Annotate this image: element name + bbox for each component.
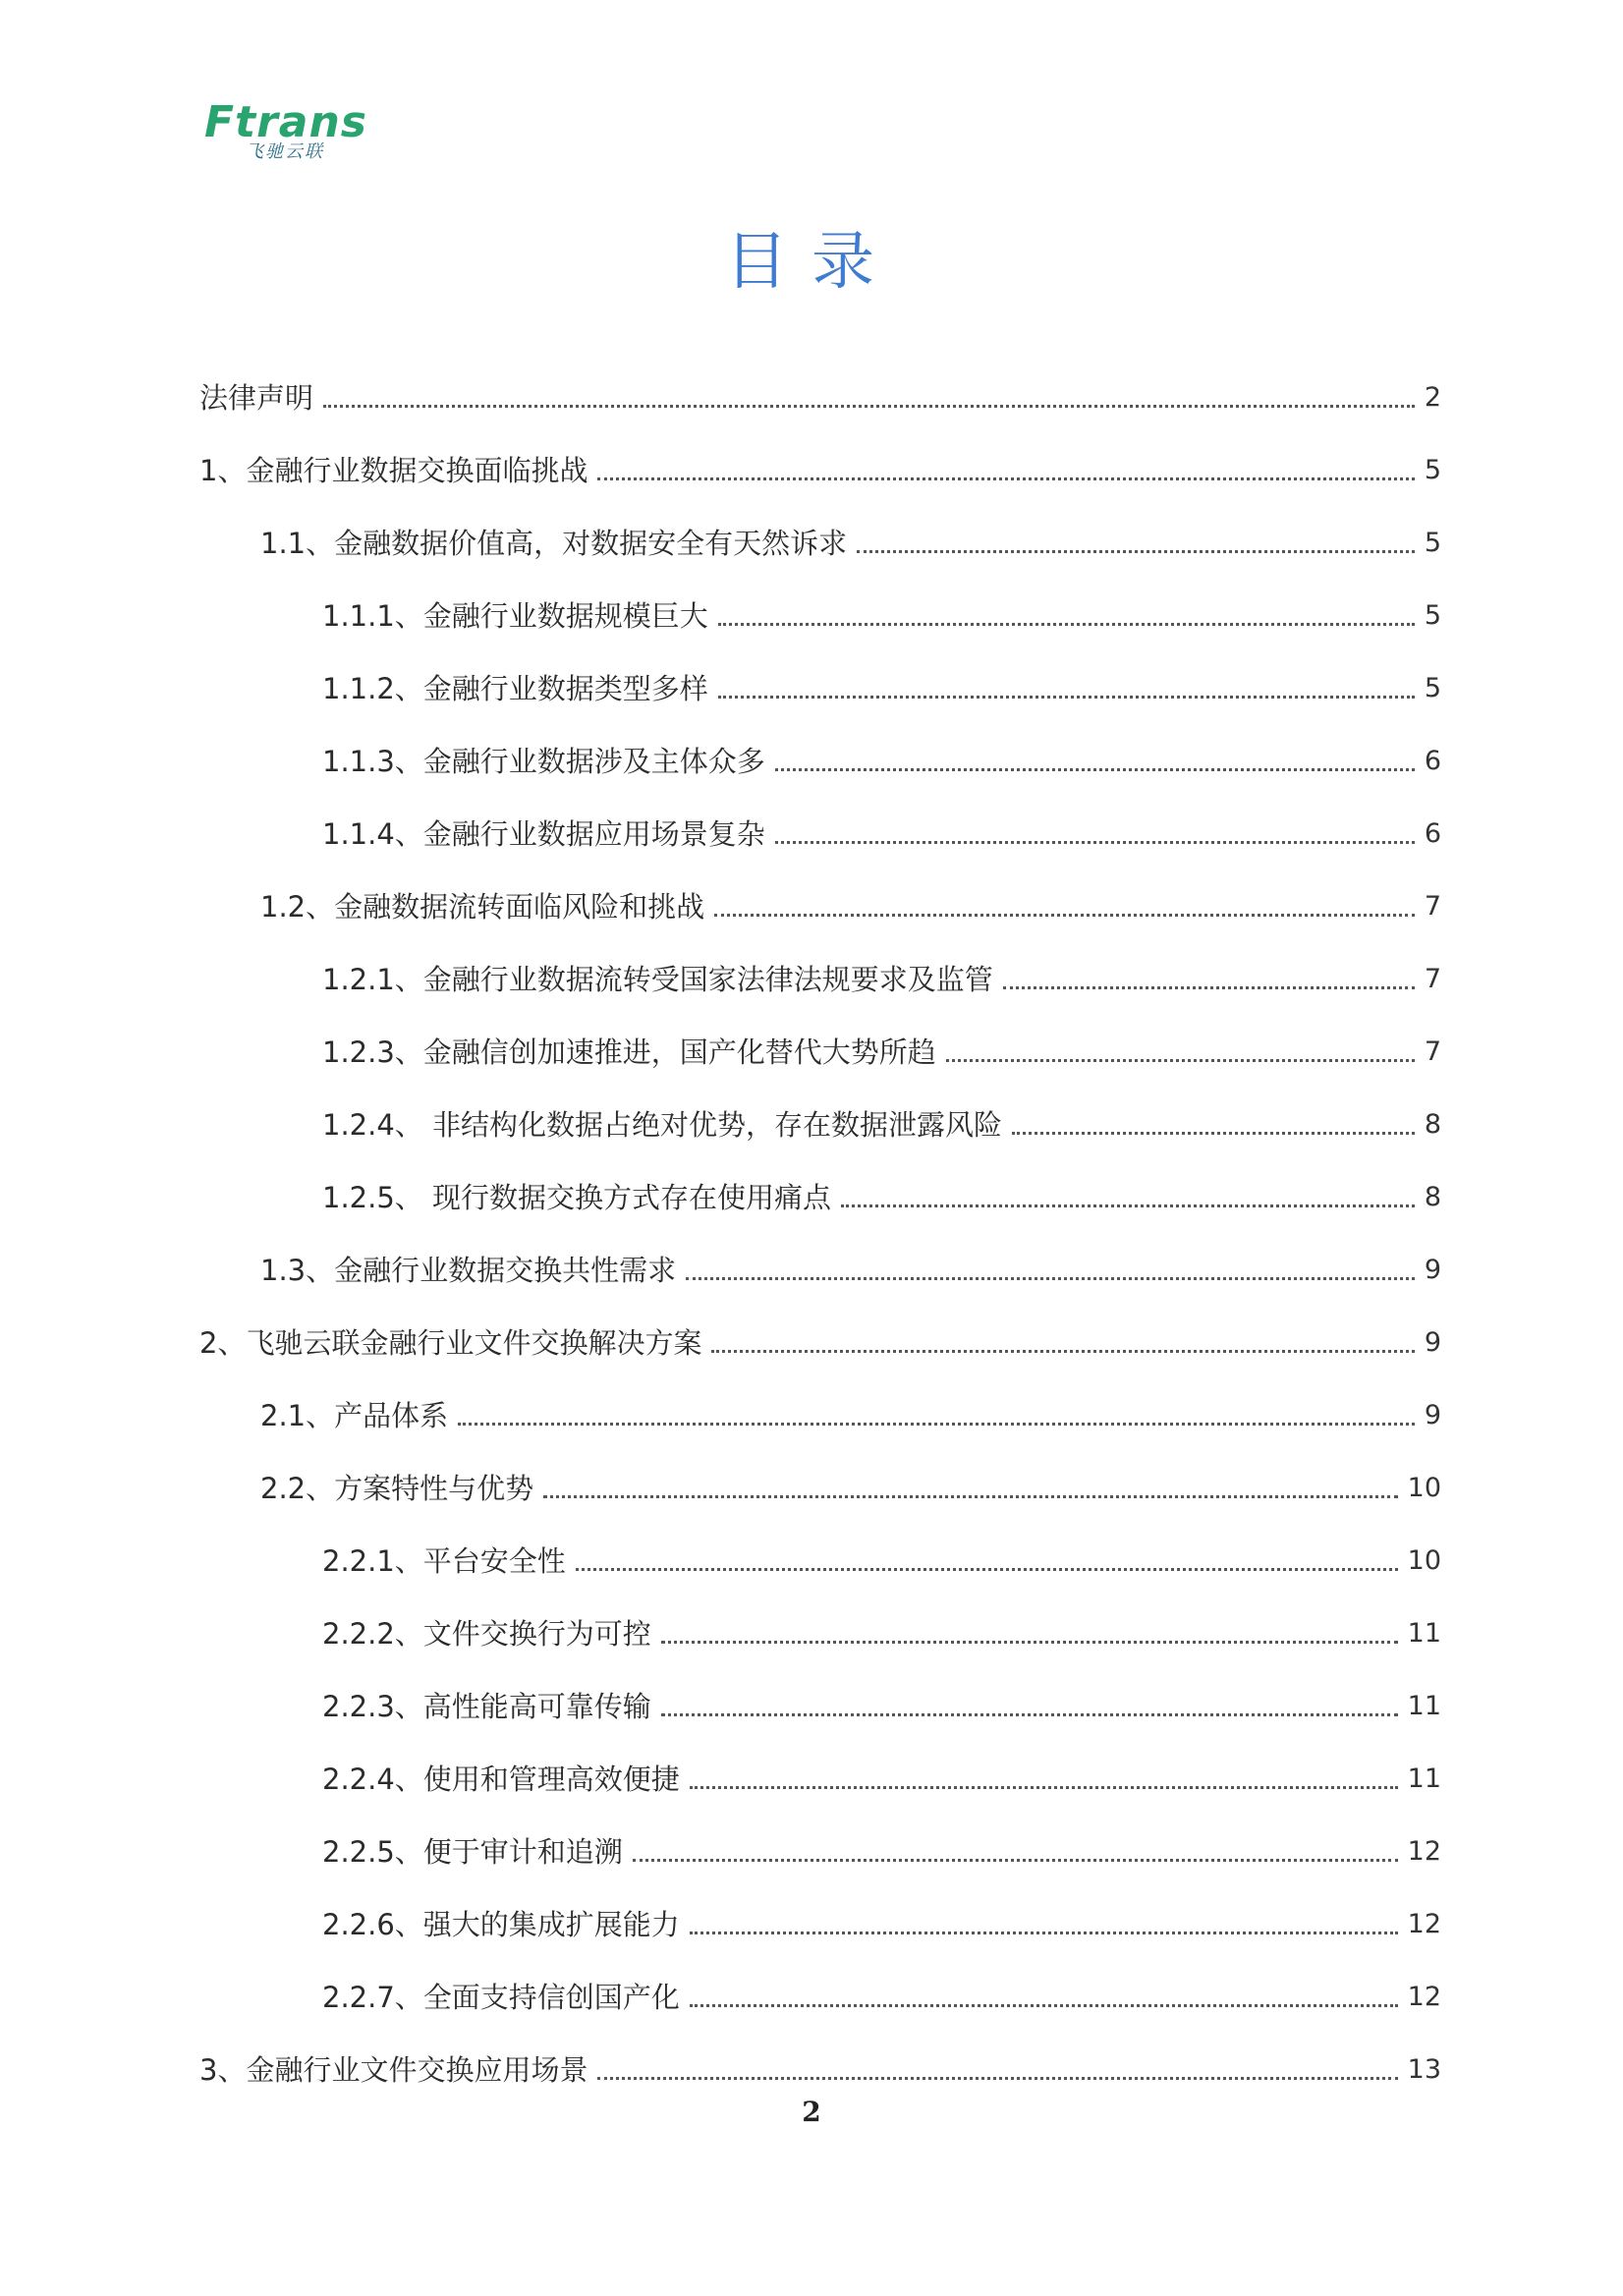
toc-entry[interactable] [199, 376, 1441, 420]
toc-entry-page: 5 [1424, 600, 1441, 631]
toc-entry-label: 2.2.1、平台安全性 [322, 1544, 566, 1578]
toc-entry-label: 1.2.3、金融信创加速推进，国产化替代大势所趋 [322, 1036, 936, 1069]
toc-leader-dots [690, 2004, 1398, 2007]
toc-entry-page: 9 [1424, 1327, 1441, 1358]
page-number: 2 [802, 2096, 821, 2128]
toc-entry[interactable] [260, 1394, 1441, 1437]
toc-entry-page: 12 [1407, 1909, 1441, 1939]
toc-entry[interactable] [322, 740, 1441, 783]
toc-entry-label: 2.2.2、文件交换行为可控 [322, 1617, 651, 1651]
toc-leader-dots [775, 841, 1415, 844]
toc-entry-label: 2.2.6、强大的集成扩展能力 [322, 1908, 680, 1941]
toc-entry[interactable] [322, 1540, 1441, 1583]
toc-leader-dots [946, 1059, 1415, 1062]
toc-entry[interactable] [322, 1903, 1441, 1946]
toc-leader-dots [661, 1713, 1398, 1716]
toc-leader-dots [775, 768, 1415, 771]
toc-entry-page: 10 [1407, 1473, 1441, 1503]
toc-leader-dots [714, 914, 1415, 917]
toc-leader-dots [690, 1932, 1398, 1934]
toc-entry-label: 1.1.2、金融行业数据类型多样 [322, 672, 708, 705]
toc-entry[interactable] [260, 1467, 1441, 1510]
toc-entry-label: 2.1、产品体系 [260, 1399, 449, 1432]
toc-leader-dots [576, 1568, 1398, 1571]
toc-entry[interactable] [322, 1031, 1441, 1074]
toc-leader-dots [1003, 986, 1415, 989]
toc-entry-page: 9 [1424, 1400, 1441, 1430]
toc-entry-label: 1.2.4、 非结构化数据占绝对优势，存在数据泄露风险 [322, 1108, 1003, 1142]
toc-leader-dots [597, 2077, 1397, 2080]
toc-entry-label: 1.1.1、金融行业数据规模巨大 [322, 599, 708, 633]
toc-entry[interactable] [260, 1249, 1441, 1292]
toc-entry-page: 2 [1424, 382, 1441, 413]
toc-leader-dots [857, 550, 1415, 553]
toc-leader-dots [718, 696, 1415, 699]
toc-entry-page: 7 [1424, 891, 1441, 922]
toc-entry[interactable] [260, 522, 1441, 565]
toc-entry[interactable] [322, 1758, 1441, 1801]
toc-entry[interactable] [322, 667, 1441, 710]
toc-leader-dots [597, 477, 1414, 480]
toc-entry-label: 1、金融行业数据交换面临挑战 [199, 454, 588, 487]
toc-title: 目录 [725, 226, 898, 299]
toc-entry[interactable] [322, 1176, 1441, 1219]
toc-entry-page: 8 [1424, 1182, 1441, 1212]
toc-entry-page: 12 [1407, 1836, 1441, 1867]
toc-entry[interactable] [322, 594, 1441, 638]
toc-entry-page: 11 [1407, 1691, 1441, 1721]
toc-entry-page: 7 [1424, 964, 1441, 994]
toc-entry-page: 8 [1424, 1109, 1441, 1140]
toc-entry-label: 1.1.4、金融行业数据应用场景复杂 [322, 817, 765, 851]
toc-entry-label: 2.2.5、便于审计和追溯 [322, 1835, 623, 1869]
toc-entry-label: 2.2.4、使用和管理高效便捷 [322, 1763, 680, 1796]
toc-leader-dots [323, 405, 1415, 408]
toc-entry[interactable] [199, 449, 1441, 492]
toc-entry[interactable] [322, 812, 1441, 856]
toc-entry-page: 6 [1424, 746, 1441, 776]
toc-leader-dots [458, 1423, 1415, 1426]
toc-entry[interactable] [322, 1976, 1441, 2019]
toc-entry-page: 9 [1424, 1255, 1441, 1285]
toc-entry-label: 1.1.3、金融行业数据涉及主体众多 [322, 745, 765, 778]
toc-entry-label: 2.2.3、高性能高可靠传输 [322, 1690, 651, 1723]
toc-leader-dots [661, 1641, 1398, 1644]
toc-entry[interactable] [260, 885, 1441, 928]
toc-entry-label: 3、金融行业文件交换应用场景 [199, 2053, 588, 2087]
toc-entry-label: 法律声明 [199, 381, 314, 415]
toc-entry[interactable] [199, 2048, 1441, 2092]
toc-entry-label: 1.1、金融数据价值高，对数据安全有天然诉求 [260, 527, 848, 560]
toc-entry-page: 11 [1407, 1764, 1441, 1794]
toc-entry[interactable] [322, 1103, 1441, 1147]
toc-entry[interactable] [322, 1685, 1441, 1728]
logo-subtext: 飞驰云联 [246, 141, 324, 162]
toc-entry-label: 1.2、金融数据流转面临风险和挑战 [260, 890, 705, 924]
toc-entry-page: 12 [1407, 1982, 1441, 2012]
toc-entry-page: 5 [1424, 528, 1441, 558]
toc-entry-label: 1.3、金融行业数据交换共性需求 [260, 1254, 677, 1287]
toc-entry-label: 2.2、方案特性与优势 [260, 1472, 534, 1505]
toc-entry-page: 6 [1424, 818, 1441, 849]
toc-leader-dots [690, 1786, 1398, 1789]
toc-entry-label: 1.2.5、 现行数据交换方式存在使用痛点 [322, 1181, 832, 1214]
toc-entry-page: 5 [1424, 673, 1441, 703]
toc-entry[interactable] [322, 958, 1441, 1001]
toc-entry-page: 11 [1407, 1618, 1441, 1649]
toc-entry-page: 5 [1424, 455, 1441, 485]
toc-entry-label: 1.2.1、金融行业数据流转受国家法律法规要求及监管 [322, 963, 993, 996]
toc-leader-dots [718, 623, 1415, 626]
toc-entry[interactable] [199, 1321, 1441, 1365]
toc-entry-page: 7 [1424, 1036, 1441, 1067]
toc-leader-dots [543, 1495, 1398, 1498]
toc-entry-label: 2、飞驰云联金融行业文件交换解决方案 [199, 1326, 702, 1360]
toc-leader-dots [633, 1859, 1398, 1862]
toc-leader-dots [1012, 1132, 1415, 1135]
toc-entry-page: 10 [1407, 1545, 1441, 1576]
toc-leader-dots [686, 1277, 1415, 1280]
toc-entry-page: 13 [1407, 2054, 1441, 2085]
toc-leader-dots [841, 1204, 1415, 1207]
toc-entry[interactable] [322, 1830, 1441, 1874]
toc-leader-dots [711, 1350, 1414, 1353]
logo-wordmark: Ftrans [204, 97, 367, 147]
toc-entry-label: 2.2.7、全面支持信创国产化 [322, 1981, 680, 2014]
toc-entry[interactable] [322, 1612, 1441, 1655]
